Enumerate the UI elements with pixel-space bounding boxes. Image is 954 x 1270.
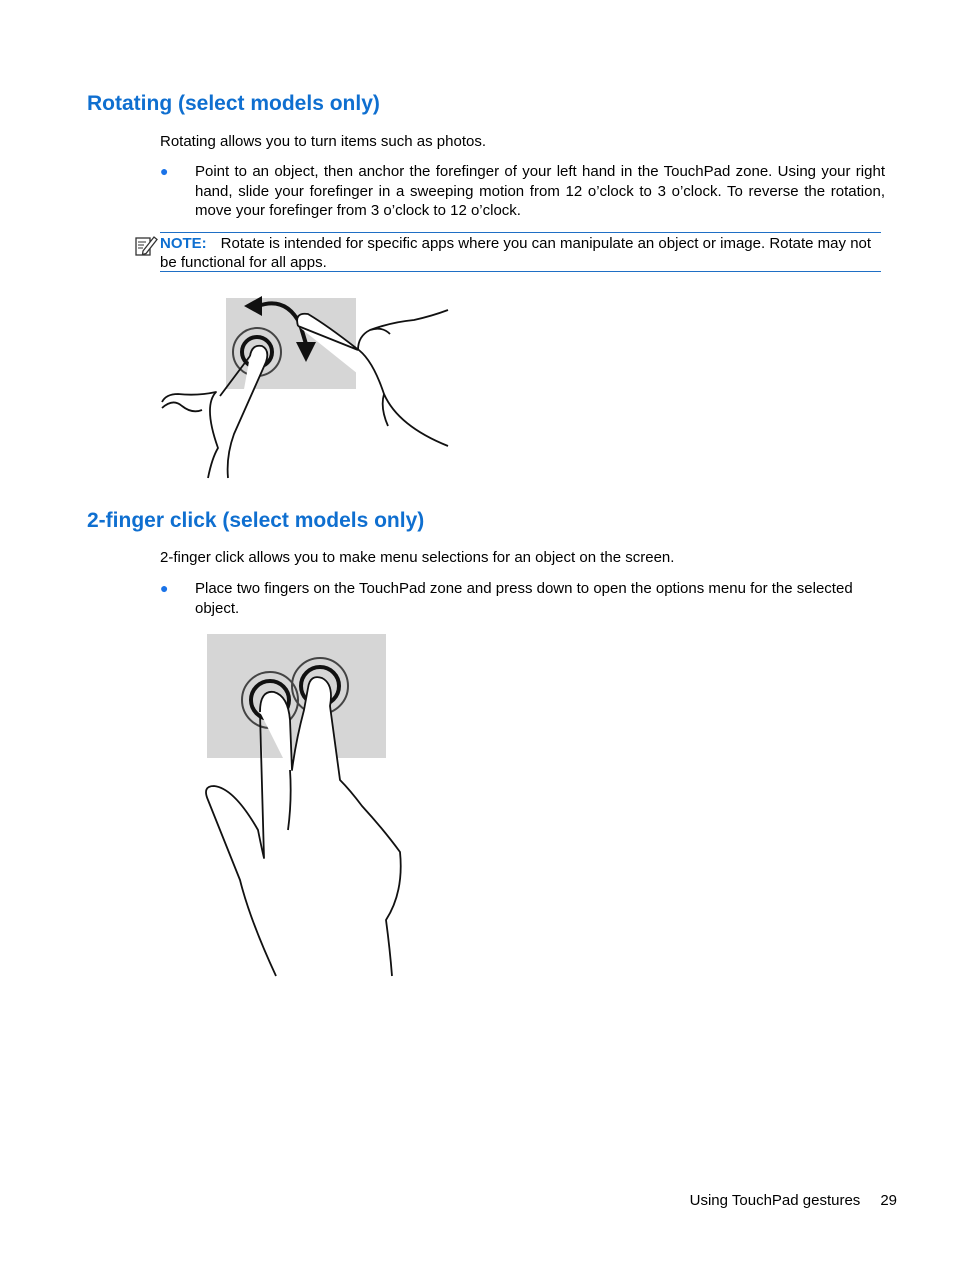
two-finger-intro: 2-finger click allows you to make menu selections for an object on the screen.	[160, 549, 675, 566]
rotating-bullet-text: Point to an object, then anchor the forefinger of your left hand in the TouchPad zone. Using your right hand, slide your forefinger in a sweeping motion from 12 o’clock to 3 o’clock. To reverse the rotation, move your forefinger from 3 o’clock to 12 o’clock.	[195, 163, 885, 219]
note-box	[160, 232, 881, 272]
two-finger-bullet-text: Place two fingers on the TouchPad zone and press down to open the options menu for the selected object.	[195, 580, 853, 617]
note-label: NOTE:	[160, 235, 207, 252]
section-heading-rotating: Rotating (select models only)	[87, 92, 380, 115]
page-footer	[600, 1192, 897, 1209]
rotating-intro: Rotating allows you to turn items such as photos.	[160, 133, 487, 150]
left-hand	[162, 346, 267, 478]
bullet-icon: ●	[160, 580, 169, 596]
section-heading-2-finger-click: 2-finger click (select models only)	[87, 509, 425, 532]
rotate-gesture-illustration	[158, 286, 458, 486]
two-finger-click-illustration	[200, 630, 420, 980]
footer-section-title: Using TouchPad gestures	[689, 1192, 861, 1209]
note-pencil-icon	[134, 234, 158, 258]
bullet-icon: ●	[160, 163, 169, 179]
note-content	[160, 234, 881, 272]
note-text: Rotate is intended for specific apps where you can manipulate an object or image. Rotate may not be functional for all apps.	[160, 235, 872, 271]
page-number: 29	[880, 1192, 897, 1209]
